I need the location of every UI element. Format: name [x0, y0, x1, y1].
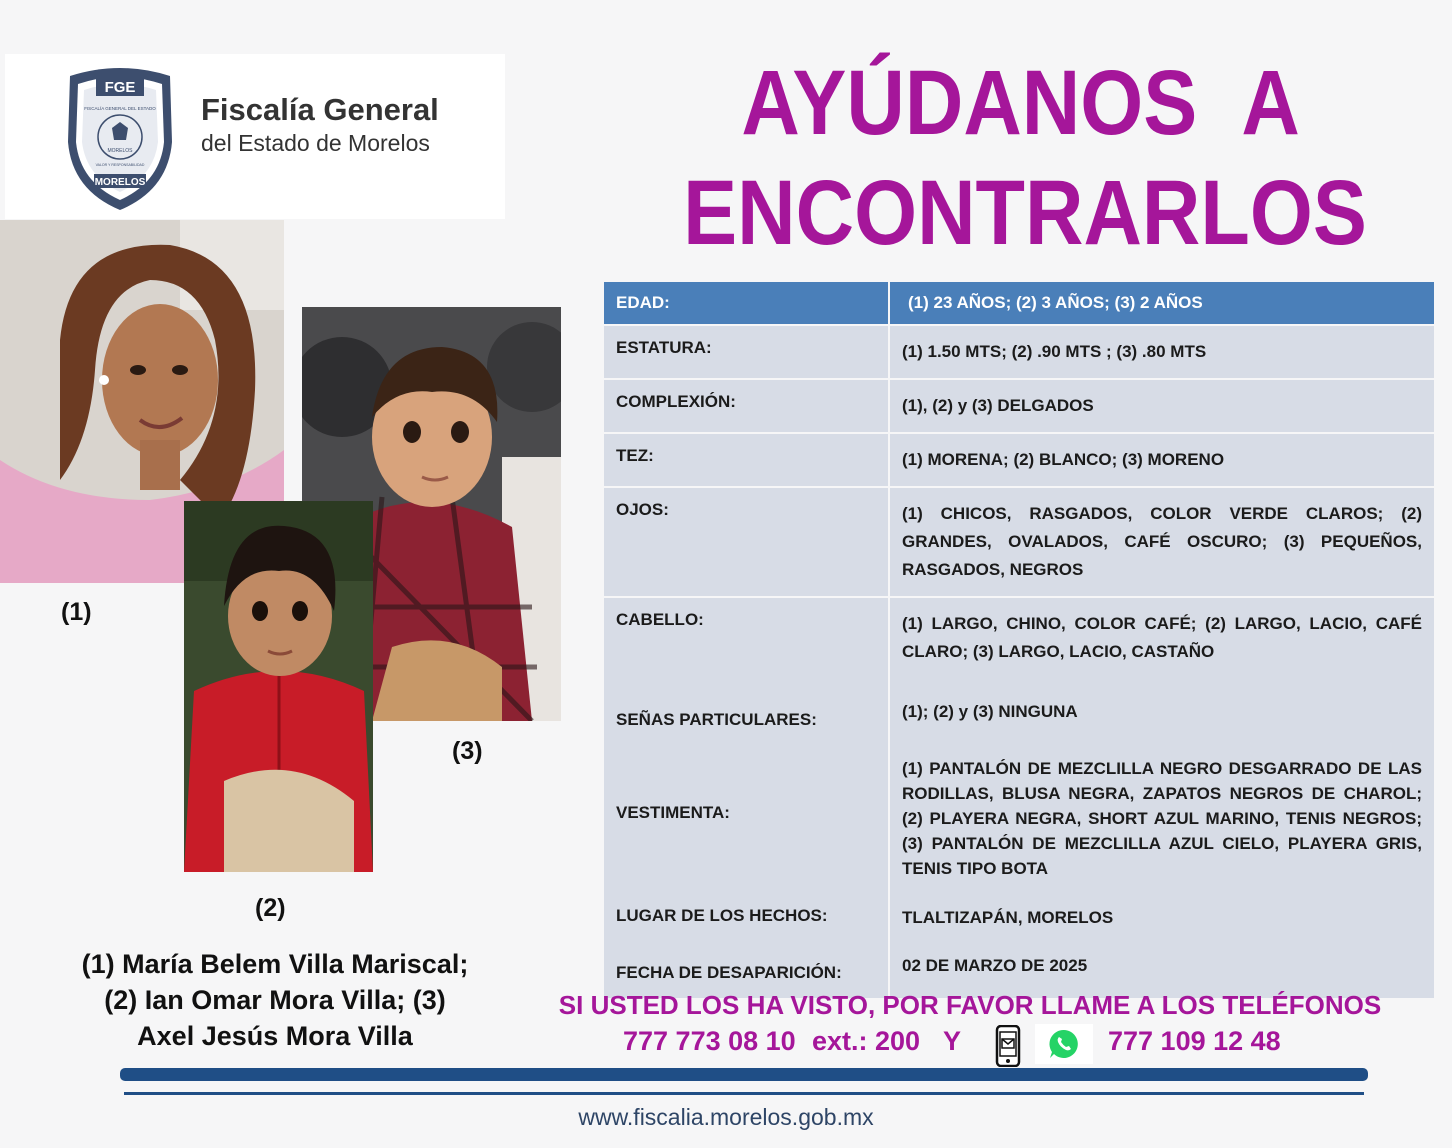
badge-arc-text: FISCALÍA GENERAL DEL ESTADO: [84, 106, 156, 111]
value-ojos: (1) CHICOS, RASGADOS, COLOR VERDE CLAROS; (2) GRANDES, OVALADOS, CAFÉ OSCURO; (3) PEQUEÑOS, RASGADOS, NEGROS: [890, 488, 1434, 596]
label-senas: SEÑAS PARTICULARES:: [616, 710, 817, 729]
headline-line-2: ENCONTRARLOS: [683, 162, 1367, 264]
row-ojos: [604, 488, 1434, 596]
label-lugar: LUGAR DE LOS HECHOS:: [616, 906, 828, 925]
photo-label-1: (1): [61, 598, 92, 626]
badge-center-text: MORELOS: [107, 148, 133, 154]
label-fecha: FECHA DE DESAPARICIÓN:: [616, 963, 842, 982]
value-vestimenta: (1) PANTALÓN DE MEZCLILLA NEGRO DESGARRADO DE LAS RODILLAS, BLUSA NEGRA, ZAPATOS NEGROS DE CHAROL; (2) PLAYERA NEGRA, SHORT AZUL MARINO, TENIS NEGROS; (3) PANTALÓN DE MEZCLILLA AZUL CIELO, PLAYERA GRIS, TENIS TIPO BOTA: [902, 759, 1422, 878]
label-complexion: COMPLEXIÓN:: [604, 380, 888, 432]
value-lugar: TLALTIZAPÁN, MORELOS: [902, 908, 1114, 927]
fge-logo: [5, 54, 505, 219]
photo-label-3: (3): [452, 737, 483, 765]
phone-number-1: 777 773 08 10: [623, 1026, 796, 1056]
value-edad: (1) 23 AÑOS; (2) 3 AÑOS; (3) 2 AÑOS: [890, 282, 1434, 324]
whatsapp-icon: [1048, 1028, 1080, 1060]
name-line-2: (2) Ian Omar Mora Villa; (3): [104, 985, 446, 1015]
shield-badge-icon: [60, 62, 180, 212]
headline: [651, 48, 1399, 268]
value-estatura: (1) 1.50 MTS; (2) .90 MTS ; (3) .80 MTS: [890, 326, 1434, 378]
footer-divider-thick: [120, 1068, 1368, 1081]
footer-divider-thin: [124, 1092, 1364, 1095]
headline-line-1: AYÚDANOS A: [741, 52, 1300, 154]
call-to-action: SI USTED LOS HA VISTO, POR FAVOR LLAME A LOS TELÉFONOS: [558, 990, 1382, 1020]
label-edad: EDAD:: [604, 282, 888, 324]
row-complexion: [604, 380, 1434, 432]
label-estatura: ESTATURA:: [604, 326, 888, 378]
missing-persons-names: [30, 946, 520, 1054]
and-text: Y: [943, 1026, 962, 1056]
mobile-phone-icon: [995, 1025, 1021, 1067]
value-cabello: (1) LARGO, CHINO, COLOR CAFÉ; (2) LARGO, LACIO, CAFÉ CLARO; (3) LARGO, LACIO, CASTAÑO: [902, 614, 1422, 661]
photo-label-2: (2): [255, 894, 286, 922]
label-tez: TEZ:: [604, 434, 888, 486]
name-line-3: Axel Jesús Mora Villa: [137, 1021, 413, 1051]
value-senas: (1); (2) y (3) NINGUNA: [902, 702, 1078, 721]
logo-title: Fiscalía General: [201, 92, 439, 127]
whatsapp-badge: [1035, 1024, 1093, 1064]
label-cabello: CABELLO:: [616, 610, 704, 629]
badge-motto-text: VALOR Y RESPONSABILIDAD: [95, 163, 145, 167]
badge-top-text: FGE: [104, 79, 136, 96]
row-edad: [604, 282, 1434, 324]
value-tez: (1) MORENA; (2) BLANCO; (3) MORENO: [890, 434, 1434, 486]
phone-number-2: 777 109 12 48: [1108, 1026, 1281, 1056]
phone-extension: ext.: 200: [812, 1026, 921, 1056]
name-line-1: (1) María Belem Villa Mariscal;: [81, 949, 469, 979]
label-vestimenta: VESTIMENTA:: [616, 803, 730, 822]
photo-person-2: [184, 501, 373, 872]
label-ojos: OJOS:: [604, 488, 888, 596]
row-estatura: [604, 326, 1434, 378]
description-table: [602, 280, 1436, 1000]
row-tez: [604, 434, 1434, 486]
logo-subtitle: del Estado de Morelos: [201, 130, 430, 156]
badge-bottom-text: MORELOS: [94, 177, 146, 188]
website-url[interactable]: www.fiscalia.morelos.gob.mx: [578, 1104, 874, 1130]
value-fecha: 02 DE MARZO DE 2025: [902, 956, 1088, 975]
value-complexion: (1), (2) y (3) DELGADOS: [890, 380, 1434, 432]
row-details: [604, 598, 1434, 998]
